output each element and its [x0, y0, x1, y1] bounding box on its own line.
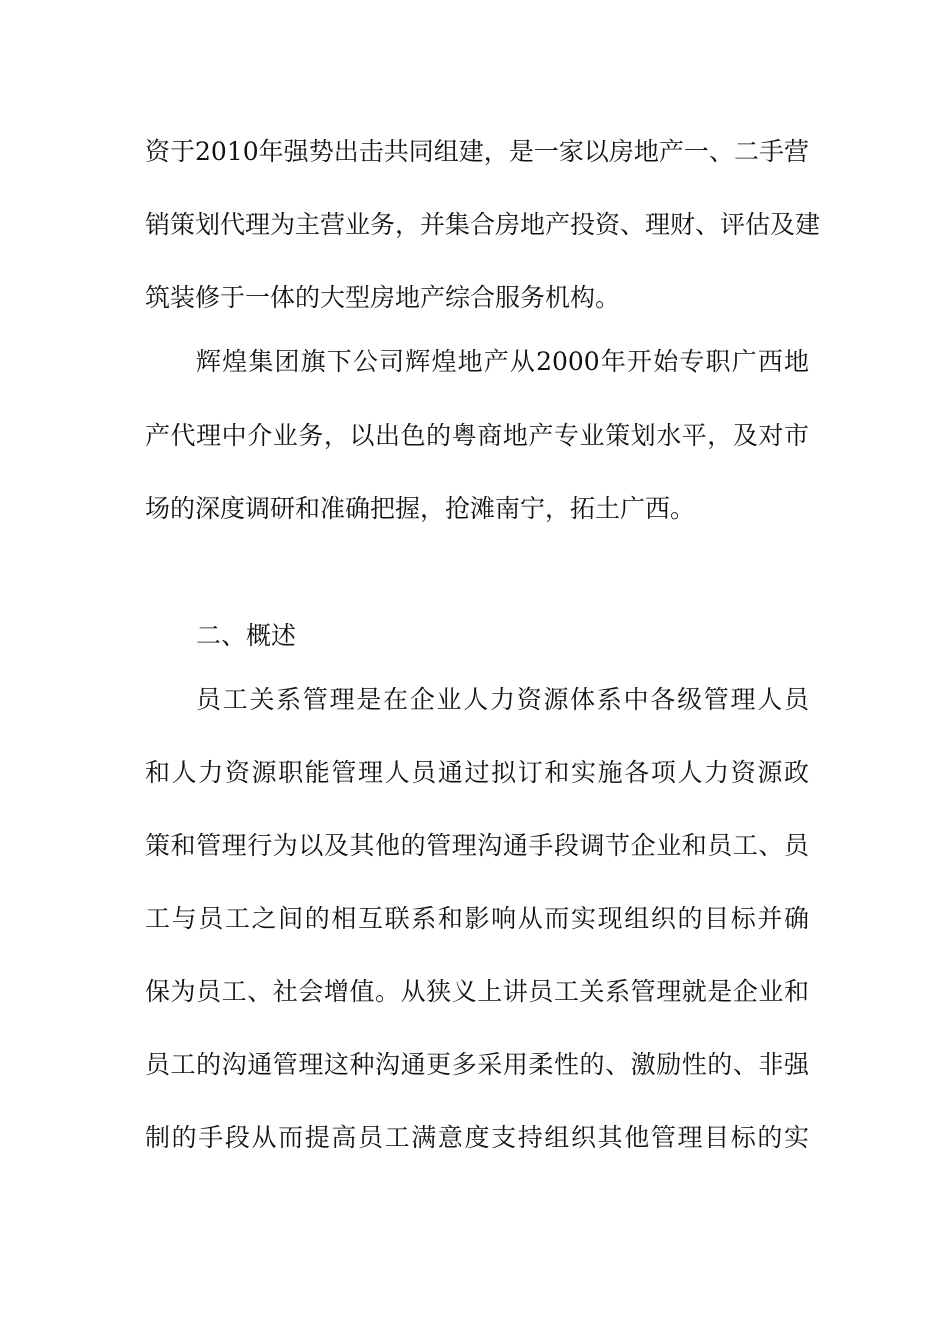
paragraph3-line-4: 工与员工之间的相互联系和影响从而实现组织的目标并确 [145, 904, 809, 933]
paragraph3-line-2: 和人力资源职能管理人员通过拟订和实施各项人力资源政 [145, 758, 809, 787]
paragraph1-line-1: 资于2010年强势出击共同组建，是一家以房地产一、二手营 [145, 137, 809, 166]
paragraph2-line-3: 场的深度调研和准确把握，抢滩南宁，拓土广西。 [145, 494, 696, 523]
paragraph1-line-2: 销策划代理为主营业务，并集合房地产投资、理财、评估及建 [145, 210, 821, 239]
section-heading: 二、概述 [196, 621, 297, 650]
paragraph3-line-1: 员工关系管理是在企业人力资源体系中各级管理人员 [196, 685, 809, 714]
paragraph1-line-3: 筑装修于一体的大型房地产综合服务机构。 [145, 283, 621, 312]
paragraph3-line-3: 策和管理行为以及其他的管理沟通手段调节企业和员工、员 [145, 831, 809, 860]
paragraph2-line-2: 产代理中介业务，以出色的粤商地产专业策划水平，及对市 [145, 421, 809, 450]
paragraph3-line-6: 员工的沟通管理这种沟通更多采用柔性的、激励性的、非强 [145, 1050, 809, 1079]
paragraph2-line-1: 辉煌集团旗下公司辉煌地产从2000年开始专职广西地 [196, 347, 809, 376]
paragraph3-line-7: 制的手段从而提高员工满意度支持组织其他管理目标的实 [145, 1123, 809, 1152]
paragraph3-line-5: 保为员工、社会增值。从狭义上讲员工关系管理就是企业和 [145, 977, 809, 1006]
